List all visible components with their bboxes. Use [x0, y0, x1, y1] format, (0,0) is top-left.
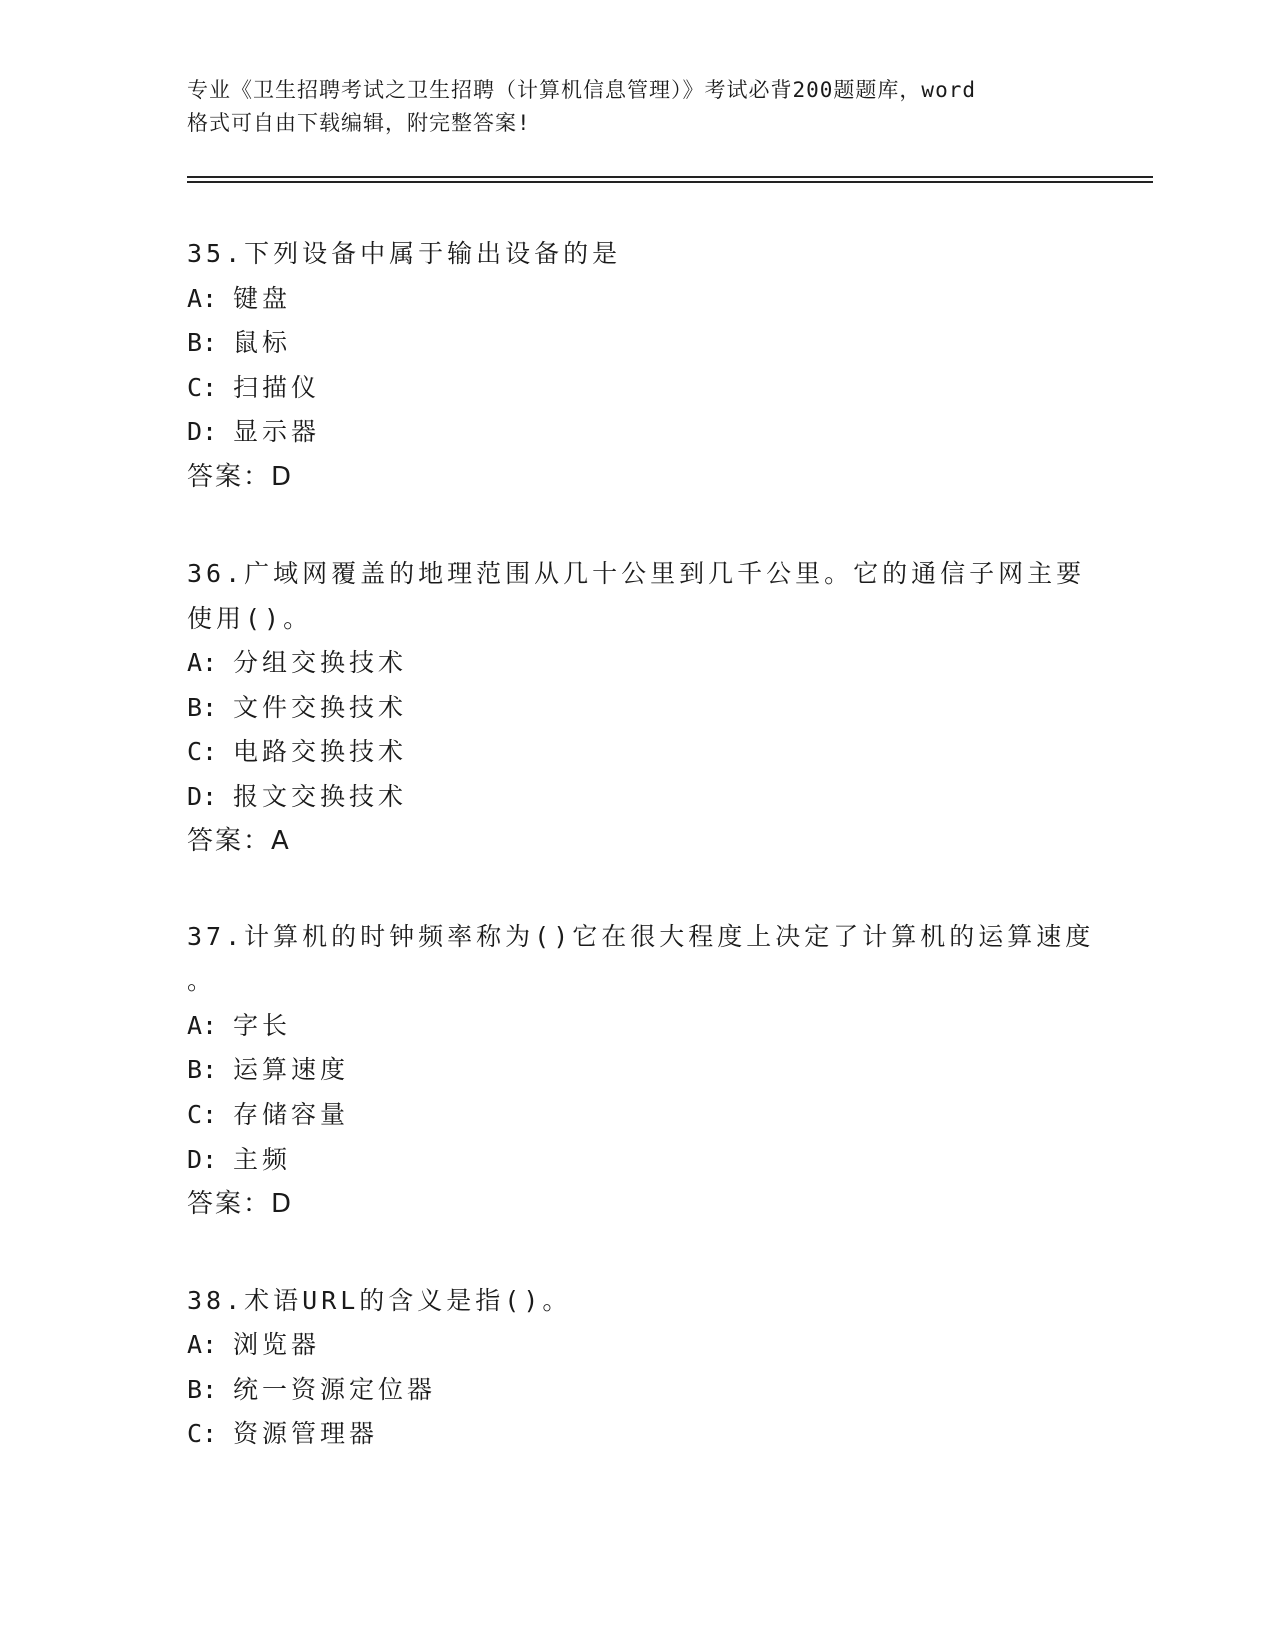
option-text: 键盘	[233, 284, 292, 313]
question-35-option-b	[187, 327, 291, 359]
option-letter: C:	[187, 373, 218, 402]
question-38-option-b	[187, 1374, 436, 1406]
option-text: 鼠标	[233, 328, 292, 357]
option-text: 电路交换技术	[233, 737, 408, 766]
option-text: 显示器	[233, 417, 321, 446]
question-36-answer: 答案：A	[187, 826, 291, 856]
option-letter: C:	[187, 1100, 218, 1129]
option-letter: A:	[187, 648, 218, 677]
question-37-option-a	[187, 1010, 291, 1042]
question-36-option-b	[187, 692, 407, 724]
document-header	[187, 74, 1087, 140]
option-letter: A:	[187, 1330, 218, 1359]
option-text: 字长	[233, 1011, 292, 1040]
question-36-option-d	[187, 781, 407, 813]
header-divider-top	[187, 176, 1153, 178]
option-text: 资源管理器	[233, 1419, 379, 1448]
question-38-stem: 38.术语URL的含义是指()。	[187, 1286, 572, 1315]
option-text: 浏览器	[233, 1330, 321, 1359]
option-text: 主频	[233, 1145, 292, 1174]
question-37-option-b	[187, 1054, 349, 1086]
option-text: 分组交换技术	[233, 648, 408, 677]
option-letter: A:	[187, 1011, 218, 1040]
question-38-option-c	[187, 1418, 378, 1450]
option-letter: B:	[187, 693, 218, 722]
question-37-option-c	[187, 1099, 349, 1131]
question-37-stem-cont: 。	[187, 966, 217, 995]
option-letter: D:	[187, 1145, 218, 1174]
option-text: 报文交换技术	[233, 782, 408, 811]
header-line-2: 格式可自由下载编辑，附完整答案!	[187, 111, 531, 135]
option-text: 扫描仪	[233, 373, 321, 402]
option-letter: A:	[187, 284, 218, 313]
question-37-stem: 37.计算机的时钟频率称为()它在很大程度上决定了计算机的运算速度	[187, 922, 1095, 951]
question-36-option-c	[187, 736, 407, 768]
header-line-1: 专业《卫生招聘考试之卫生招聘（计算机信息管理）》考试必背200题题库，word	[187, 78, 976, 102]
question-35-option-d	[187, 416, 320, 448]
question-35-option-c	[187, 372, 320, 404]
question-35-answer: 答案：D	[187, 462, 294, 492]
question-37-answer: 答案：D	[187, 1189, 294, 1219]
option-letter: D:	[187, 417, 218, 446]
option-text: 统一资源定位器	[233, 1375, 437, 1404]
question-36-option-a	[187, 647, 407, 679]
question-35-option-a	[187, 283, 291, 315]
option-letter: C:	[187, 1419, 218, 1448]
question-38-option-a	[187, 1329, 320, 1361]
option-text: 存储容量	[233, 1100, 350, 1129]
option-letter: B:	[187, 1375, 218, 1404]
question-35-stem: 35.下列设备中属于输出设备的是	[187, 239, 622, 268]
question-36-stem: 36.广域网覆盖的地理范围从几十公里到几千公里。它的通信子网主要	[187, 559, 1086, 588]
option-letter: C:	[187, 737, 218, 766]
question-37-option-d	[187, 1144, 291, 1176]
option-text: 文件交换技术	[233, 693, 408, 722]
option-letter: D:	[187, 782, 218, 811]
option-text: 运算速度	[233, 1055, 350, 1084]
header-divider-bottom	[187, 181, 1153, 183]
option-letter: B:	[187, 1055, 218, 1084]
option-letter: B:	[187, 328, 218, 357]
question-36-stem-cont: 使用()。	[187, 604, 313, 633]
